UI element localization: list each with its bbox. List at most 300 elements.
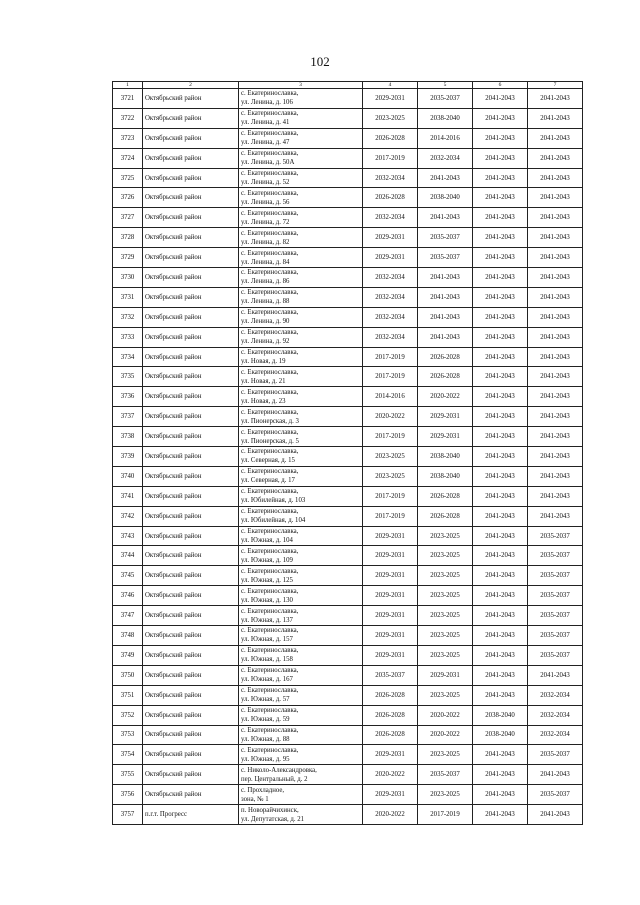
period-col-6: 2041-2043 [473,128,528,148]
period-col-6: 2041-2043 [473,745,528,765]
period-col-6: 2041-2043 [473,188,528,208]
table-row [113,745,583,765]
address-cell [239,307,363,327]
period-col-6: 2041-2043 [473,506,528,526]
district-cell: Октябрьский район [143,566,239,586]
period-col-6: 2041-2043 [473,685,528,705]
period-col-5: 2038-2040 [418,188,473,208]
table-row [113,526,583,546]
district-cell: Октябрьский район [143,586,239,606]
period-col-4: 2017-2019 [363,148,418,168]
period-col-5: 2029-2031 [418,407,473,427]
address-cell [239,108,363,128]
table-row [113,148,583,168]
period-col-4: 2029-2031 [363,645,418,665]
period-col-7: 2035-2037 [528,606,583,626]
period-col-6: 2041-2043 [473,665,528,685]
period-col-7: 2041-2043 [528,367,583,387]
address-cell [239,526,363,546]
district-cell: Октябрьский район [143,765,239,785]
period-col-7: 2041-2043 [528,168,583,188]
period-col-6: 2041-2043 [473,168,528,188]
address-cell [239,606,363,626]
district-cell: Октябрьский район [143,685,239,705]
table-row [113,447,583,467]
row-number: 3750 [113,665,143,685]
table-row [113,367,583,387]
period-col-5: 2041-2043 [418,307,473,327]
address-line-street: ул. Южная, д. 109 [241,556,293,564]
row-number: 3735 [113,367,143,387]
column-number: 7 [528,82,583,89]
period-col-4: 2020-2022 [363,407,418,427]
period-col-5: 2035-2037 [418,765,473,785]
address-line-street: ул. Новая, д. 23 [241,397,286,405]
address-line-settlement: с. Екатеринославка, [241,428,299,436]
period-col-6: 2041-2043 [473,89,528,109]
period-col-6: 2041-2043 [473,626,528,646]
address-line-settlement: с. Екатеринославка, [241,607,299,615]
address-line-settlement: с. Екатеринославка, [241,249,299,257]
table-row [113,486,583,506]
period-col-4: 2029-2031 [363,546,418,566]
address-line-settlement: с. Екатеринославка, [241,329,299,337]
period-col-6: 2041-2043 [473,586,528,606]
address-cell [239,228,363,248]
address-cell [239,188,363,208]
district-cell: Октябрьский район [143,427,239,447]
address-line-street: ул. Юбилейная, д. 104 [241,517,306,525]
period-col-4: 2017-2019 [363,427,418,447]
row-number: 3749 [113,645,143,665]
period-col-7: 2041-2043 [528,307,583,327]
address-line-street: пер. Центральный, д. 2 [241,775,308,783]
period-col-4: 2032-2034 [363,208,418,228]
period-col-7: 2041-2043 [528,387,583,407]
row-number: 3752 [113,705,143,725]
period-col-7: 2041-2043 [528,108,583,128]
table-row [113,427,583,447]
table-row [113,168,583,188]
row-number: 3723 [113,128,143,148]
period-col-6: 2041-2043 [473,466,528,486]
period-col-6: 2041-2043 [473,566,528,586]
address-cell [239,148,363,168]
period-col-4: 2023-2025 [363,447,418,467]
address-cell [239,327,363,347]
address-line-settlement: с. Екатеринославка, [241,388,299,396]
address-line-settlement: с. Екатеринославка, [241,468,299,476]
address-line-settlement: с. Екатеринославка, [241,189,299,197]
period-col-6: 2041-2043 [473,606,528,626]
address-cell [239,586,363,606]
table-row [113,466,583,486]
table-row [113,268,583,288]
period-col-5: 2017-2019 [418,805,473,825]
district-cell: Октябрьский район [143,188,239,208]
period-col-6: 2041-2043 [473,148,528,168]
period-col-7: 2032-2034 [528,725,583,745]
period-col-5: 2032-2034 [418,148,473,168]
column-number: 2 [143,82,239,89]
period-col-5: 2023-2025 [418,626,473,646]
address-line-settlement: с. Екатеринославка, [241,209,299,217]
district-cell: Октябрьский район [143,526,239,546]
district-cell: Октябрьский район [143,785,239,805]
column-number: 4 [363,82,418,89]
address-cell [239,466,363,486]
district-cell: Октябрьский район [143,546,239,566]
period-col-6: 2041-2043 [473,645,528,665]
row-number: 3724 [113,148,143,168]
address-line-street: ул. Ленина, д. 106 [241,99,293,107]
period-col-5: 2026-2028 [418,506,473,526]
period-col-6: 2041-2043 [473,447,528,467]
address-cell [239,506,363,526]
table-row [113,606,583,626]
period-col-4: 2029-2031 [363,785,418,805]
period-col-6: 2041-2043 [473,108,528,128]
address-line-street: ул. Ленина, д. 88 [241,298,290,306]
period-col-7: 2041-2043 [528,228,583,248]
address-line-settlement: с. Екатеринославка, [241,229,299,237]
address-line-street: ул. Ленина, д. 50А [241,159,295,167]
period-col-4: 2029-2031 [363,745,418,765]
period-col-5: 2041-2043 [418,287,473,307]
address-cell [239,248,363,268]
address-cell [239,785,363,805]
address-cell [239,645,363,665]
district-cell: Октябрьский район [143,466,239,486]
period-col-5: 2023-2025 [418,586,473,606]
district-cell: Октябрьский район [143,725,239,745]
row-number: 3727 [113,208,143,228]
table-row [113,327,583,347]
address-cell [239,407,363,427]
period-col-5: 2038-2040 [418,466,473,486]
address-line-street: ул. Ленина, д. 82 [241,238,290,246]
period-col-6: 2041-2043 [473,407,528,427]
address-line-settlement: с. Екатеринославка, [241,448,299,456]
period-col-5: 2041-2043 [418,327,473,347]
address-line-settlement: с. Екатеринославка, [241,726,299,734]
address-line-settlement: с. Екатеринославка, [241,488,299,496]
row-number: 3751 [113,685,143,705]
period-col-6: 2041-2043 [473,307,528,327]
period-col-4: 2020-2022 [363,805,418,825]
period-col-4: 2029-2031 [363,526,418,546]
district-cell: Октябрьский район [143,228,239,248]
period-col-5: 2014-2016 [418,128,473,148]
period-col-7: 2032-2034 [528,705,583,725]
district-cell: Октябрьский район [143,208,239,228]
table-row [113,665,583,685]
period-col-5: 2038-2040 [418,447,473,467]
period-col-5: 2023-2025 [418,645,473,665]
period-col-6: 2038-2040 [473,705,528,725]
address-line-street: ул. Пионерская, д. 5 [241,437,299,445]
period-col-5: 2023-2025 [418,785,473,805]
address-line-settlement: п. Новорайчихинск, [241,806,299,814]
address-cell [239,367,363,387]
period-col-4: 2026-2028 [363,188,418,208]
address-line-street: ул. Южная, д. 137 [241,616,293,624]
address-cell [239,745,363,765]
address-line-street: ул. Новая, д. 21 [241,377,286,385]
address-line-street: ул. Южная, д. 104 [241,537,293,545]
period-col-6: 2041-2043 [473,526,528,546]
address-line-settlement: с. Екатеринославка, [241,349,299,357]
period-col-4: 2026-2028 [363,725,418,745]
address-line-settlement: с. Николо-Александровка, [241,766,317,774]
table-row [113,685,583,705]
row-number: 3733 [113,327,143,347]
address-cell [239,347,363,367]
table-row [113,387,583,407]
period-col-4: 2029-2031 [363,248,418,268]
address-line-settlement: с. Екатеринославка, [241,110,299,118]
row-number: 3757 [113,805,143,825]
address-line-street: зона, № 1 [241,795,269,803]
period-col-5: 2020-2022 [418,705,473,725]
period-col-4: 2023-2025 [363,108,418,128]
period-col-5: 2029-2031 [418,665,473,685]
district-cell: Октябрьский район [143,148,239,168]
address-line-street: ул. Ленина, д. 72 [241,218,290,226]
period-col-7: 2035-2037 [528,785,583,805]
period-col-5: 2041-2043 [418,208,473,228]
period-col-4: 2026-2028 [363,705,418,725]
address-cell [239,287,363,307]
address-line-settlement: с. Екатеринославка, [241,130,299,138]
period-col-6: 2041-2043 [473,367,528,387]
table-row [113,287,583,307]
period-col-6: 2041-2043 [473,427,528,447]
row-number: 3740 [113,466,143,486]
address-line-settlement: с. Екатеринославка, [241,687,299,695]
period-col-5: 2020-2022 [418,387,473,407]
address-cell [239,546,363,566]
address-line-street: ул. Южная, д. 167 [241,676,293,684]
period-col-7: 2041-2043 [528,248,583,268]
address-cell [239,765,363,785]
address-line-street: ул. Ленина, д. 92 [241,338,290,346]
address-line-street: ул. Ленина, д. 56 [241,198,290,206]
address-line-street: ул. Новая, д. 19 [241,358,286,366]
address-cell [239,89,363,109]
period-col-4: 2029-2031 [363,606,418,626]
row-number: 3755 [113,765,143,785]
period-col-4: 2029-2031 [363,89,418,109]
table-row [113,248,583,268]
period-col-7: 2041-2043 [528,188,583,208]
period-col-5: 2026-2028 [418,486,473,506]
period-col-4: 2032-2034 [363,287,418,307]
period-col-7: 2041-2043 [528,268,583,288]
column-number-row [113,82,583,89]
address-line-settlement: с. Екатеринославка, [241,627,299,635]
address-cell [239,168,363,188]
address-line-settlement: с. Екатеринославка, [241,746,299,754]
district-cell: Октябрьский район [143,168,239,188]
period-col-5: 2023-2025 [418,566,473,586]
period-col-7: 2035-2037 [528,546,583,566]
address-line-settlement: с. Екатеринославка, [241,150,299,158]
table-row [113,785,583,805]
table-row [113,307,583,327]
row-number: 3736 [113,387,143,407]
address-line-settlement: с. Екатеринославка, [241,547,299,555]
district-cell: Октябрьский район [143,248,239,268]
table-row [113,407,583,427]
row-number: 3742 [113,506,143,526]
period-col-5: 2041-2043 [418,268,473,288]
period-col-6: 2041-2043 [473,546,528,566]
period-col-7: 2041-2043 [528,765,583,785]
address-line-street: ул. Южная, д. 59 [241,716,290,724]
address-line-street: ул. Депутатская, д. 21 [241,815,305,823]
period-col-7: 2041-2043 [528,327,583,347]
address-cell [239,447,363,467]
period-col-5: 2026-2028 [418,347,473,367]
period-col-4: 2026-2028 [363,685,418,705]
period-col-7: 2041-2043 [528,447,583,467]
address-line-street: ул. Южная, д. 158 [241,656,293,664]
table-row [113,208,583,228]
table-row [113,506,583,526]
row-number: 3739 [113,447,143,467]
table-row [113,566,583,586]
period-col-4: 2023-2025 [363,466,418,486]
address-line-street: ул. Южная, д. 95 [241,755,290,763]
period-col-7: 2035-2037 [528,645,583,665]
period-col-7: 2041-2043 [528,805,583,825]
district-cell: Октябрьский район [143,665,239,685]
table-row [113,128,583,148]
period-col-7: 2035-2037 [528,626,583,646]
row-number: 3726 [113,188,143,208]
period-col-7: 2041-2043 [528,486,583,506]
district-cell: Октябрьский район [143,626,239,646]
table-row [113,645,583,665]
period-col-7: 2035-2037 [528,526,583,546]
address-cell [239,208,363,228]
address-line-street: ул. Ленина, д. 47 [241,139,290,147]
period-col-4: 2020-2022 [363,765,418,785]
period-col-4: 2017-2019 [363,347,418,367]
address-line-street: ул. Южная, д. 88 [241,735,290,743]
address-line-settlement: с. Екатеринославка, [241,508,299,516]
table-row [113,546,583,566]
period-col-6: 2041-2043 [473,268,528,288]
row-number: 3731 [113,287,143,307]
period-col-7: 2041-2043 [528,148,583,168]
period-col-5: 2035-2037 [418,228,473,248]
period-col-5: 2041-2043 [418,168,473,188]
address-line-street: ул. Пионерская, д. 3 [241,417,299,425]
period-col-4: 2035-2037 [363,665,418,685]
period-col-6: 2041-2043 [473,785,528,805]
table-row [113,108,583,128]
period-col-7: 2041-2043 [528,287,583,307]
period-col-7: 2041-2043 [528,128,583,148]
address-line-street: ул. Южная, д. 57 [241,696,290,704]
period-col-4: 2032-2034 [363,307,418,327]
row-number: 3744 [113,546,143,566]
period-col-7: 2041-2043 [528,506,583,526]
period-col-4: 2032-2034 [363,327,418,347]
address-cell [239,128,363,148]
address-line-settlement: с. Екатеринославка, [241,309,299,317]
district-cell: Октябрьский район [143,347,239,367]
column-number: 6 [473,82,528,89]
table-row [113,586,583,606]
district-cell: Октябрьский район [143,367,239,387]
address-line-street: ул. Ленина, д. 86 [241,278,290,286]
period-col-7: 2041-2043 [528,347,583,367]
period-col-5: 2038-2040 [418,108,473,128]
address-cell [239,725,363,745]
address-line-street: ул. Южная, д. 125 [241,576,293,584]
district-cell: Октябрьский район [143,486,239,506]
district-cell: Октябрьский район [143,108,239,128]
row-number: 3721 [113,89,143,109]
row-number: 3748 [113,626,143,646]
address-cell [239,665,363,685]
period-col-4: 2029-2031 [363,228,418,248]
row-number: 3729 [113,248,143,268]
column-number: 5 [418,82,473,89]
district-cell: Октябрьский район [143,287,239,307]
period-col-5: 2023-2025 [418,606,473,626]
period-col-6: 2041-2043 [473,228,528,248]
row-number: 3725 [113,168,143,188]
period-col-5: 2035-2037 [418,89,473,109]
row-number: 3741 [113,486,143,506]
period-col-4: 2032-2034 [363,268,418,288]
period-col-4: 2014-2016 [363,387,418,407]
period-col-7: 2035-2037 [528,745,583,765]
row-number: 3730 [113,268,143,288]
period-col-5: 2035-2037 [418,248,473,268]
period-col-4: 2032-2034 [363,168,418,188]
period-col-6: 2041-2043 [473,287,528,307]
address-line-settlement: с. Екатеринославка, [241,368,299,376]
district-cell: Октябрьский район [143,407,239,427]
address-cell [239,705,363,725]
address-cell [239,427,363,447]
address-line-street: ул. Ленина, д. 84 [241,258,290,266]
period-col-4: 2029-2031 [363,586,418,606]
district-cell: п.г.т. Прогресс [143,805,239,825]
period-col-7: 2041-2043 [528,89,583,109]
column-number: 1 [113,82,143,89]
address-line-settlement: с. Екатеринославка, [241,528,299,536]
page-number: 102 [310,54,330,69]
period-col-7: 2035-2037 [528,586,583,606]
address-line-street: ул. Южная, д. 130 [241,596,293,604]
row-number: 3753 [113,725,143,745]
table-row [113,188,583,208]
period-col-5: 2026-2028 [418,367,473,387]
period-col-7: 2041-2043 [528,665,583,685]
district-cell: Октябрьский район [143,128,239,148]
address-line-settlement: с. Екатеринославка, [241,707,299,715]
address-line-street: ул. Северная, д. 17 [241,477,295,485]
period-col-7: 2041-2043 [528,208,583,228]
period-col-5: 2023-2025 [418,546,473,566]
row-number: 3745 [113,566,143,586]
